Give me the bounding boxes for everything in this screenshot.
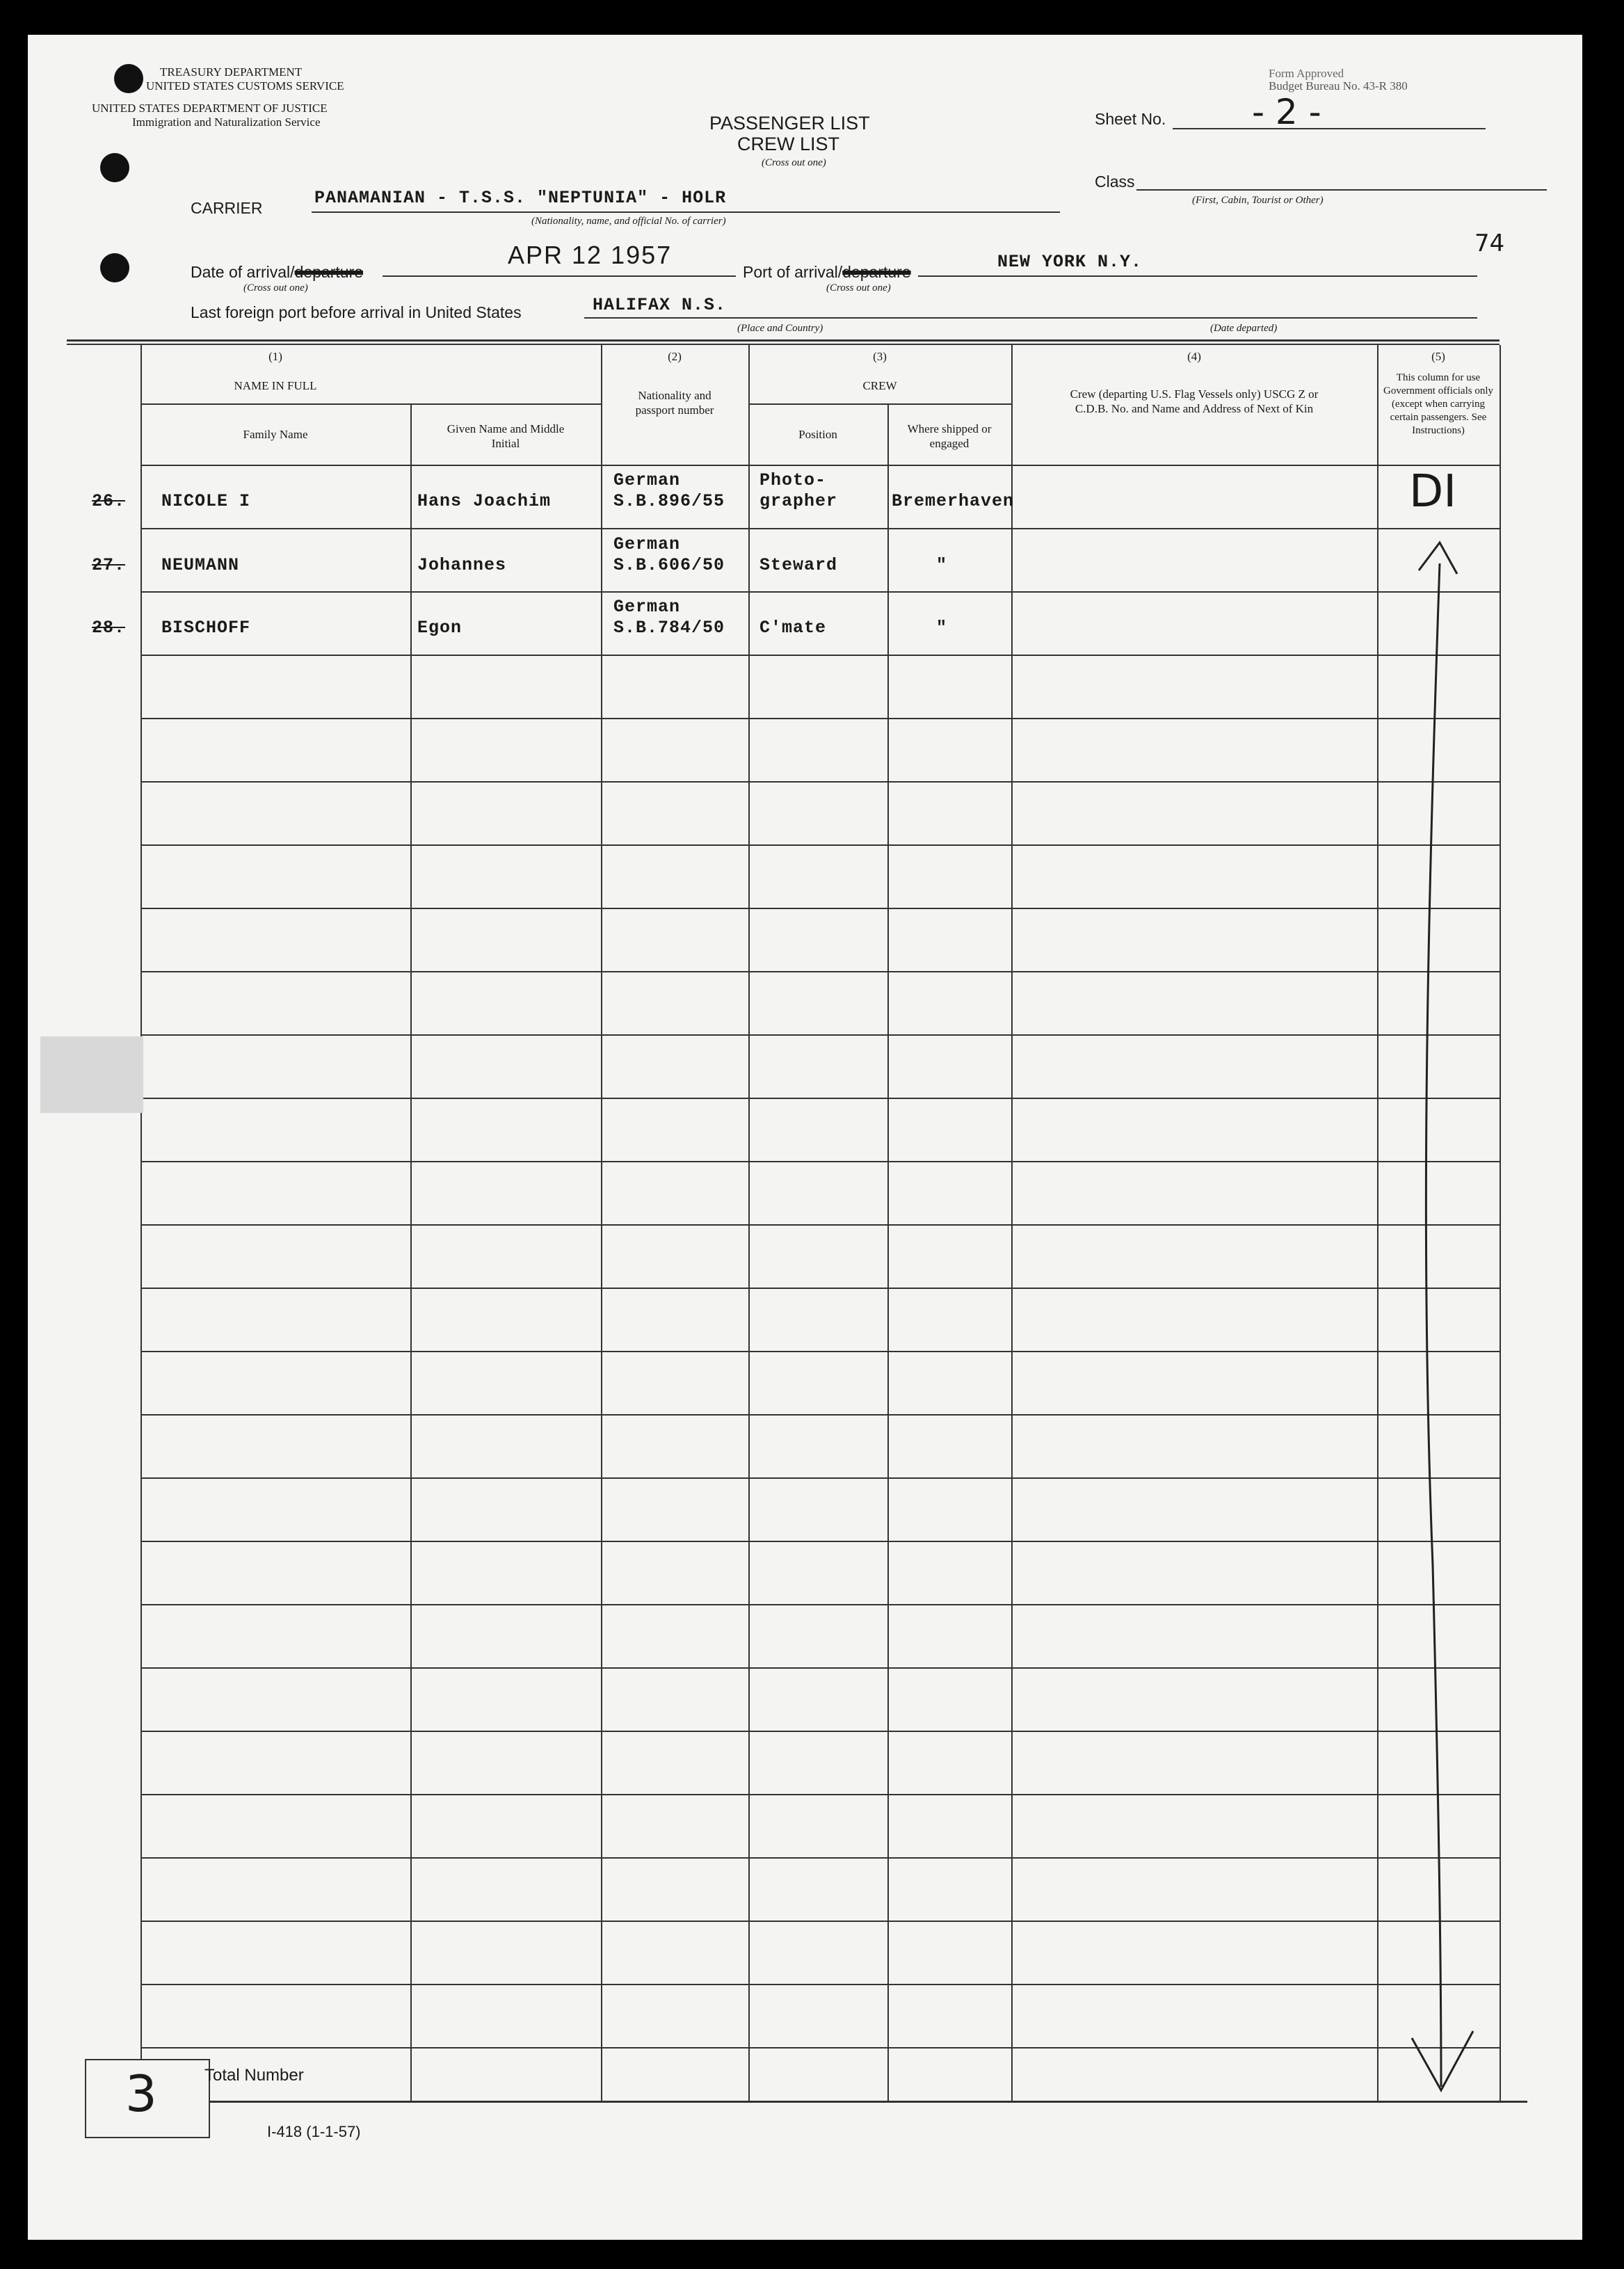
given-name-cell: Hans Joachim	[417, 491, 552, 511]
port-crossed: departure	[842, 263, 911, 281]
position-cell: C'mate	[759, 618, 827, 638]
last-port-value: HALIFAX N.S.	[593, 295, 727, 315]
col5-title: This column for use Government officials only (except when carrying certain passengers. See Instructions)	[1383, 372, 1494, 436]
punch-hole	[100, 153, 129, 182]
form-number: I-418 (1-1-57)	[267, 2123, 361, 2140]
form-approved: Form Approved	[1269, 67, 1344, 80]
row-number: 27.	[92, 555, 126, 575]
agency-line: TREASURY DEPARTMENT	[160, 65, 303, 79]
last-port-caption: (Place and Country)	[737, 323, 823, 334]
punch-hole	[100, 253, 129, 282]
nationality-cell: German	[613, 597, 681, 617]
position-cell: Steward	[759, 555, 838, 575]
date-departed-caption: (Date departed)	[1210, 323, 1278, 334]
port-value: NEW YORK N.Y.	[997, 252, 1143, 272]
arrival-date-crossed: departure	[294, 263, 364, 281]
family-name-cell: NICOLE I	[161, 491, 251, 511]
arrival-date-stamp: APR 12 1957	[508, 241, 673, 269]
form-sheet	[28, 35, 1582, 2240]
form-title: PASSENGER LIST	[709, 113, 870, 134]
arrival-date-label-text: Date of arrival/	[191, 263, 295, 281]
arrival-date-caption: (Cross out one)	[243, 282, 308, 294]
family-name-cell: BISCHOFF	[161, 618, 251, 638]
col5-number: (5)	[1431, 350, 1445, 363]
nationality-cell: German	[613, 534, 681, 554]
where-shipped-cell: "	[936, 555, 948, 575]
col3-number: (3)	[873, 350, 887, 363]
port-caption: (Cross out one)	[826, 282, 891, 294]
family-name-cell: NEUMANN	[161, 555, 240, 575]
nationality-cell: German	[613, 470, 681, 490]
col2-number: (2)	[668, 350, 682, 363]
official-annotation: DI	[1409, 466, 1457, 518]
class-label: Class	[1095, 173, 1135, 191]
sheet-number: - 2 -	[1252, 92, 1321, 132]
class-caption: (First, Cabin, Tourist or Other)	[1192, 195, 1324, 206]
where-shipped-cell: "	[936, 618, 948, 638]
carrier-caption: (Nationality, name, and official No. of carrier)	[531, 216, 726, 227]
row-number: 26.	[92, 491, 126, 511]
agency-line: UNITED STATES DEPARTMENT OF JUSTICE	[92, 102, 328, 115]
scan-shadow	[40, 1036, 143, 1113]
down-arrow-icon	[1391, 522, 1488, 2101]
page-number: 74	[1474, 230, 1505, 257]
col-given-name: Given Name and Middle Initial	[447, 422, 565, 450]
agency-line: UNITED STATES CUSTOMS SERVICE	[146, 79, 344, 93]
carrier-value: PANAMANIAN - T.S.S. "NEPTUNIA" - HOLR	[314, 188, 727, 208]
position-cell: Photo-	[759, 470, 827, 490]
port-label-text: Port of arrival/	[743, 263, 843, 281]
arrival-date-label	[191, 263, 363, 282]
col-where-shipped: Where shipped or engaged	[907, 422, 992, 450]
total-label: Total Number	[204, 2066, 304, 2085]
where-shipped-cell: Bremerhaven	[892, 491, 1015, 511]
col4-number: (4)	[1187, 350, 1201, 363]
col4-title: Crew (departing U.S. Flag Vessels only) USCG Z or C.D.B. No. and Name and Address of Next of Kin	[1070, 387, 1319, 415]
col2-title: Nationality and passport number	[635, 389, 714, 417]
col-family-name: Family Name	[243, 428, 308, 441]
passport-cell: S.B.784/50	[613, 618, 725, 638]
given-name-cell: Johannes	[417, 555, 507, 575]
position-cell-cont: grapher	[759, 491, 838, 511]
sheet-label: Sheet No.	[1095, 110, 1166, 128]
form-title-alt: CREW LIST	[737, 134, 840, 154]
last-port-label: Last foreign port before arrival in United States	[191, 303, 522, 321]
col1-number: (1)	[268, 350, 282, 363]
passport-cell: S.B.606/50	[613, 555, 725, 575]
punch-hole	[114, 64, 143, 93]
port-label	[743, 263, 911, 282]
col3-title: CREW	[862, 379, 897, 392]
agency-line: Immigration and Naturalization Service	[132, 115, 321, 129]
title-caption: (Cross out one)	[762, 157, 826, 168]
carrier-label: CARRIER	[191, 199, 263, 217]
col-position: Position	[798, 428, 837, 441]
budget-bureau: Budget Bureau No. 43-R 380	[1269, 79, 1408, 93]
row-number: 28.	[92, 618, 126, 638]
col1-title: NAME IN FULL	[234, 379, 317, 392]
passport-cell: S.B.896/55	[613, 491, 725, 511]
given-name-cell: Egon	[417, 618, 463, 638]
total-number: 3	[125, 2064, 157, 2123]
